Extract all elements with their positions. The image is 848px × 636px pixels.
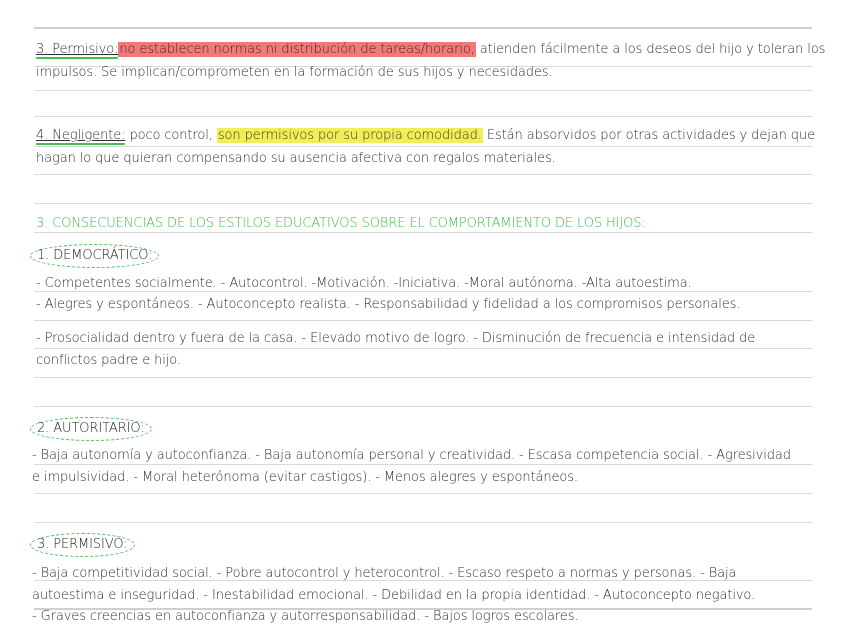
permisivo-highlight: no establecen normas ni distribución de tareas/horario, xyxy=(119,42,475,57)
democratico-line: - Alegres y espontáneos. - Autoconcepto realista. - Responsabilidad y fidelidad a los compromisos personales. xyxy=(36,297,741,312)
permisivo-consecuencias-heading-row xyxy=(36,533,816,557)
ruled-line xyxy=(34,522,812,523)
permisivo-text: atienden fácilmente a los deseos del hijo y toleran los xyxy=(475,42,826,57)
negligente-highlight: son permisivos por su propia comodidad. xyxy=(217,128,482,143)
permisivo-consecuencias-line: autoestima e inseguridad. - Inestabilidad emocional. - Debilidad en la propia identidad. - Autoconcepto negativo. xyxy=(32,588,756,603)
negligente-pre: poco control, xyxy=(125,128,217,143)
negligente-line-2: hagan lo que quieran compensando su ausencia afectiva con regalos materiales. xyxy=(36,151,556,166)
permisivo-consecuencias-line: - Graves creencias en autoconfianza y autorresponsabilidad. - Bajos logros escolares. xyxy=(32,609,579,624)
permisivo-consecuencias-line: - Baja competitividad social. - Pobre autocontrol y heterocontrol. - Escaso respeto a normas y personas. - Baja xyxy=(32,566,737,581)
negligente-text: Están absorvidos por otras actividades y dejan que xyxy=(482,128,815,143)
democratico-line: - Competentes socialmente. - Autocontrol. -Motivación. -Iniciativa. -Moral autónoma. -Alta autoestima. xyxy=(36,276,692,291)
ruled-line xyxy=(34,493,812,494)
ruled-line xyxy=(34,27,812,29)
autoritario-line: e impulsividad. - Moral heterónoma (evitar castigos). - Menos alegres y espontáneos. xyxy=(32,470,578,485)
autoritario-heading-row xyxy=(36,417,816,441)
negligente-label: 4. Negligente: xyxy=(36,128,126,143)
democratico-line: - Prosocialidad dentro y fuera de la casa. - Elevado motivo de logro. - Disminución de frecuencia e intensidad de xyxy=(36,331,756,346)
negligente-line-1 xyxy=(36,126,816,146)
democratico-heading: 1. DEMOCRÁTICO: xyxy=(30,244,159,268)
autoritario-heading: 2. AUTORITARIO: xyxy=(30,417,152,441)
ruled-line xyxy=(34,203,812,204)
democratico-line: conflictos padre e hijo. xyxy=(36,353,181,368)
ruled-line xyxy=(34,406,812,407)
ruled-line xyxy=(34,90,812,91)
ruled-line xyxy=(34,320,812,321)
democratico-heading-row xyxy=(36,244,816,268)
ruled-line xyxy=(34,116,812,117)
permisivo-consecuencias-heading: 3. PERMISIVO: xyxy=(30,533,135,557)
autoritario-line: - Baja autonomía y autoconfianza. - Baja autonomía personal y creatividad. - Escasa competencia social. - Agresividad xyxy=(32,448,791,463)
ruled-line xyxy=(34,174,812,175)
section-title: 3. CONSECUENCIAS DE LOS ESTILOS EDUCATIVOS SOBRE EL COMPORTAMIENTO DE LOS HIJOS: xyxy=(36,216,646,231)
permisivo-line-1 xyxy=(36,40,826,60)
permisivo-label: 3. Permisivo: xyxy=(36,42,119,57)
permisivo-line-2: impulsos. Se implican/comprometen en la formación de sus hijos y necesidades. xyxy=(36,65,553,80)
ruled-line xyxy=(34,146,812,147)
ruled-line xyxy=(34,377,812,378)
